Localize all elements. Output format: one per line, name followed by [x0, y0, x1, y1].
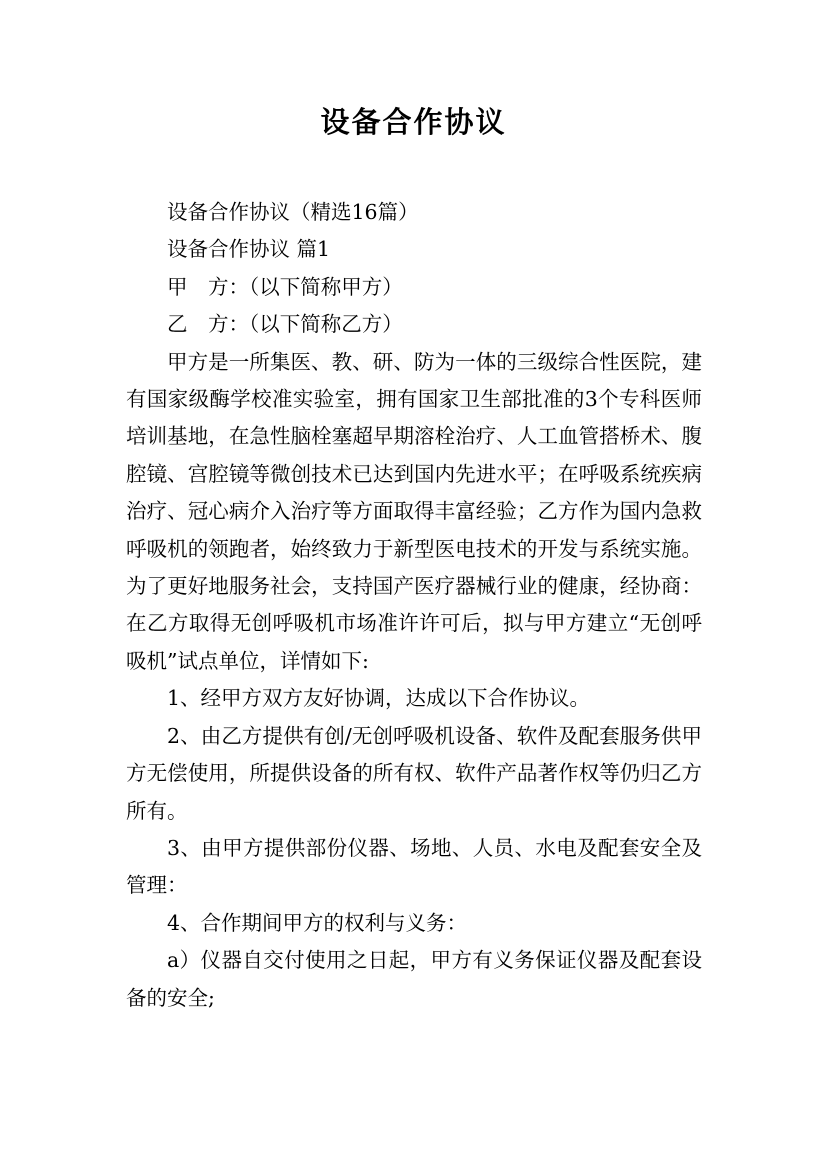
paragraph-clause-4: 4、合作期间甲方的权利与义务： — [167, 910, 468, 935]
paragraph-clause-4a: a）仪器自交付使用之日起，甲方有义务保证仪器及配套设备的安全; — [126, 948, 702, 1010]
paragraph-background: 甲方是一所集医、教、研、防为一体的三级综合性医院，建有国家级酶学校准实验室，拥有国家卫生部批准的3个专科医师培训基地，在急性脑栓塞超早期溶栓治疗、人工血管搭桥术、腹腔镜、宫腔镜等微创技术已达到国内先进水平；在呼吸系统疾病治疗、冠心病介入治疗等方面取得丰富经验；乙方作为国内急救呼吸机的领跑者，始终致力于新型医电技术的开发与系统实施。为了更好地服务社会，支持国产医疗器械行业的健康，经协商：在乙方取得无创呼吸机市场准许许可后，拟与甲方建立“无创呼吸机”试点单位，详情如下: — [126, 349, 702, 673]
paragraph-subtitle: 设备合作协议（精选16篇） — [167, 200, 419, 224]
paragraph-clause-3: 3、由甲方提供部份仪器、场地、人员、水电及配套安全及管理： — [126, 835, 702, 898]
paragraph-clause-2: 2、由乙方提供有创/无创呼吸机设备、软件及配套服务供甲方无偿使用，所提供设备的所有权、软件产品著作权等仍归乙方所有。 — [126, 723, 702, 823]
document-body — [126, 194, 702, 1017]
paragraph-section-heading: 设备合作协议 篇1 — [167, 237, 331, 262]
paragraph-clause-1: 1、经甲方双方友好协调，达成以下合作协议。 — [167, 686, 591, 711]
document-title: 设备合作协议 — [320, 105, 507, 139]
paragraph-party-a: 甲 方：（以下简称甲方） — [167, 274, 403, 299]
paragraph-party-b: 乙 方：（以下简称乙方） — [167, 312, 403, 337]
